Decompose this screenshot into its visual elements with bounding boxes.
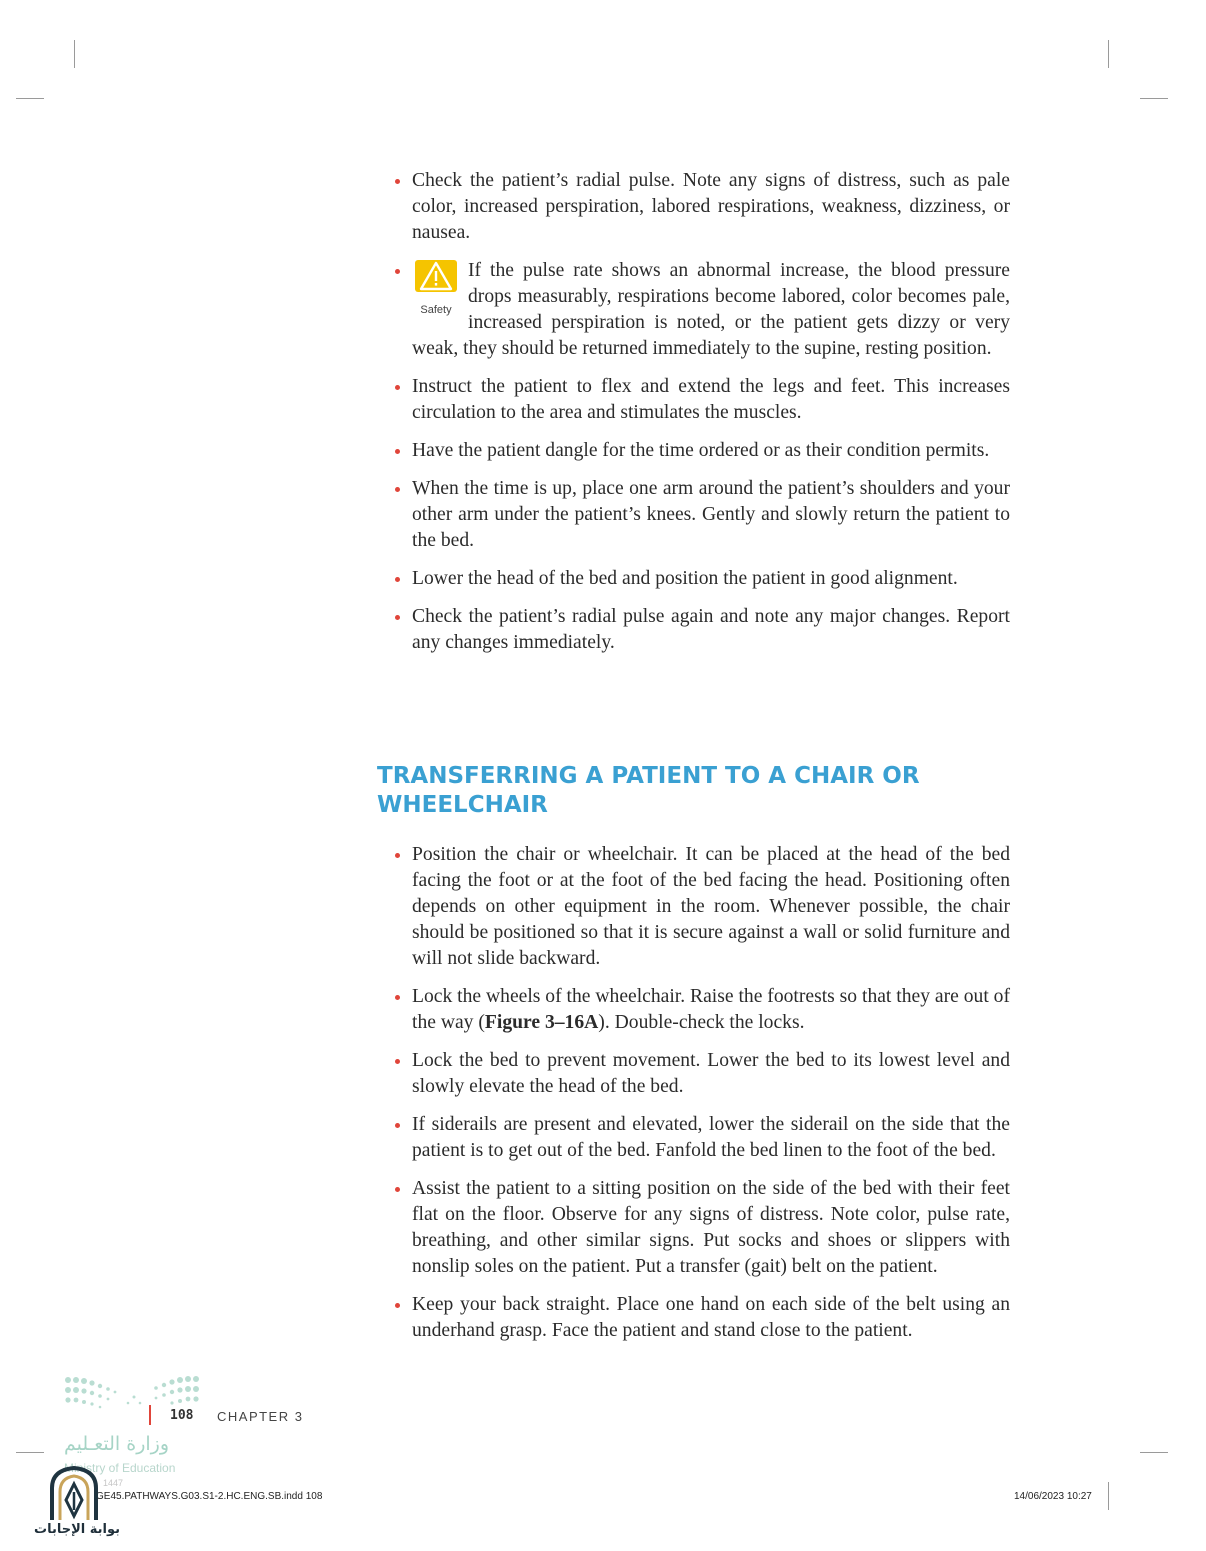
print-slug-filename: GE45.PATHWAYS.G03.S1-2.HC.ENG.SB.indd 108	[96, 1491, 323, 1502]
list-item-text: If the pulse rate shows an abnormal increase, the blood pressure drops measurably, respirations become labored, color becomes pale, increased perspiration is noted, or the patient gets dizzy or very weak, they should be returned immediately to the supine, resting position.	[412, 260, 1010, 359]
list-item: Assist the patient to a sitting position on the side of the bed with their feet flat on the floor. Observe for any signs of distress. Note color, pulse rate, breathing, and other similar signs. Put socks and shoes or slippers with nonslip soles on the patient. Put a transfer (gait) belt on the patient.	[393, 1176, 1010, 1280]
crop-mark	[1140, 98, 1168, 99]
safety-label: Safety	[420, 304, 452, 316]
list-item: Keep your back straight. Place one hand on each side of the belt using an underhand grasp. Face the patient and stand close to the patient.	[393, 1292, 1010, 1344]
list-item: Position the chair or wheelchair. It can be placed at the head of the bed facing the foot or at the foot of the bed facing the head. Positioning often depends on other equipment in the room. Whenever possible, the chair should be positioned so that it is secure against a wall or solid furniture and will not slide backward.	[393, 842, 1010, 972]
crop-mark	[1108, 40, 1109, 68]
figure-reference[interactable]: Figure 3–16A	[484, 1012, 599, 1033]
list-item-text-tail: ). Double-check the locks.	[598, 1012, 805, 1033]
print-slug-date: 14/06/2023 10:27	[1014, 1491, 1092, 1502]
page-number: 108	[170, 1408, 194, 1423]
list-item-safety	[393, 258, 1010, 362]
chapter-label: CHAPTER 3	[217, 1409, 304, 1424]
procedure-steps-dangling	[393, 168, 1010, 668]
warning-icon	[415, 260, 457, 292]
ministry-name-arabic: وزارة التعـليم	[64, 1433, 170, 1455]
ministry-year: 1447	[103, 1478, 124, 1488]
answers-portal-logo	[46, 1466, 102, 1522]
crop-mark	[74, 40, 75, 68]
crop-mark	[1140, 1452, 1168, 1453]
list-item: Instruct the patient to flex and extend the legs and feet. This increases circulation to the area and stimulates the muscles.	[393, 374, 1010, 426]
crop-mark	[1108, 1482, 1109, 1510]
answers-portal-name: بوابة الإجابات	[34, 1522, 120, 1537]
list-item: If siderails are present and elevated, lower the siderail on the side that the patient is to get out of the bed. Fanfold the bed linen to the foot of the bed.	[393, 1112, 1010, 1164]
list-item: When the time is up, place one arm around the patient’s shoulders and your other arm under the patient’s knees. Gently and slowly return the patient to the bed.	[393, 476, 1010, 554]
page-number-bar	[149, 1405, 151, 1425]
safety-callout	[410, 260, 462, 320]
procedure-steps-transfer	[393, 842, 1010, 1356]
list-item: Lower the head of the bed and position the patient in good alignment.	[393, 566, 1010, 592]
crop-mark	[16, 98, 44, 99]
list-item: Check the patient’s radial pulse again and note any major changes. Report any changes immediately.	[393, 604, 1010, 656]
ministry-name-english: Ministry of Education	[64, 1461, 176, 1475]
section-heading: TRANSFERRING A PATIENT TO A CHAIR OR WHEELCHAIR	[377, 763, 920, 818]
list-item: Lock the bed to prevent movement. Lower the bed to its lowest level and slowly elevate the head of the bed.	[393, 1048, 1010, 1100]
list-item	[393, 984, 1010, 1036]
list-item: Check the patient’s radial pulse. Note any signs of distress, such as pale color, increased perspiration, labored respirations, weakness, dizziness, or nausea.	[393, 168, 1010, 246]
crop-mark	[16, 1452, 44, 1453]
list-item: Have the patient dangle for the time ordered or as their condition permits.	[393, 438, 1010, 464]
list-item-text: Lock the wheels of the wheelchair. Raise the footrests so that they are out of the way (	[412, 986, 1010, 1033]
